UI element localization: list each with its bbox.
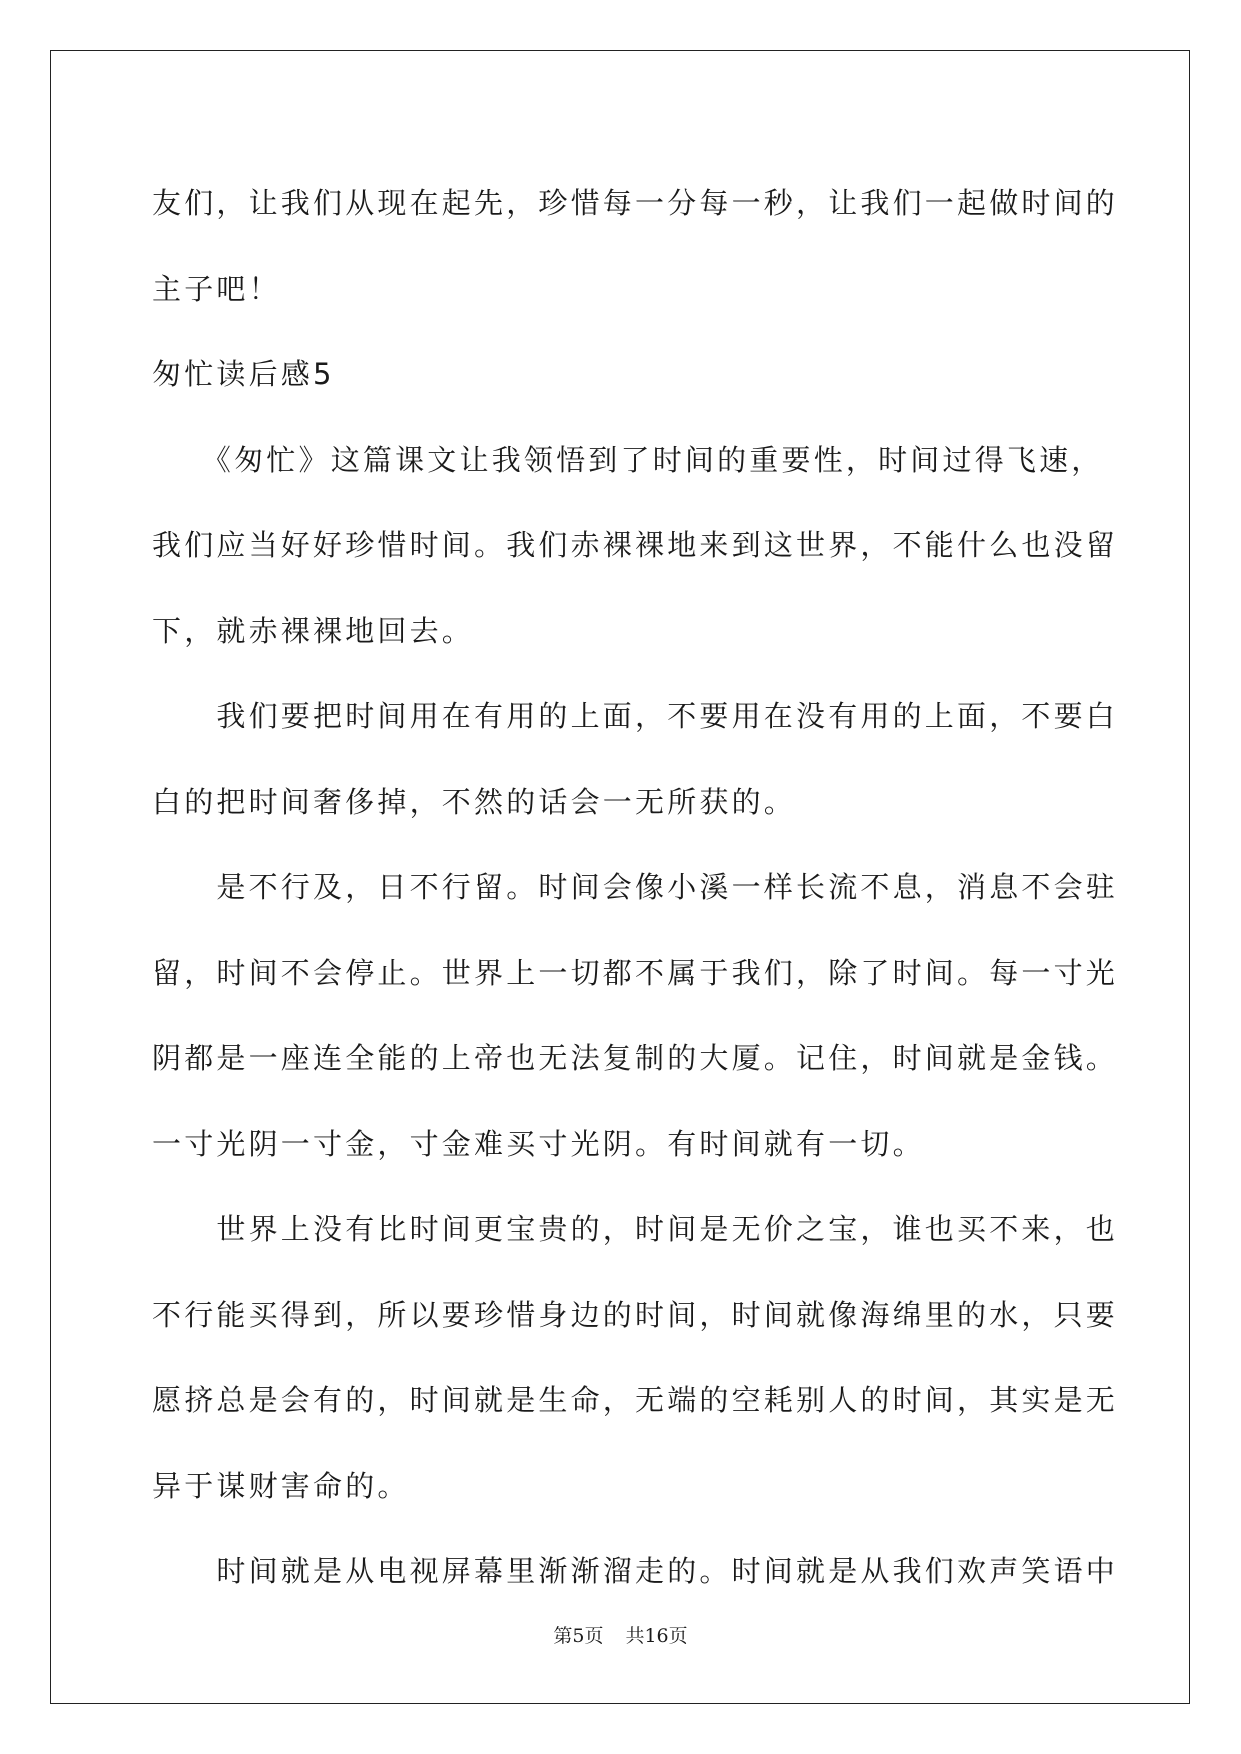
page-footer	[0, 1621, 1241, 1648]
text-line: 愿挤总是会有的，时间就是生命，无端的空耗别人的时间，其实是无	[152, 1383, 1119, 1417]
text-line: 下，就赤裸裸地回去。	[152, 613, 475, 648]
text-line: 是不行及，日不行留。时间会像小溪一样长流不息，消息不会驻	[152, 870, 1119, 904]
text-line: 世界上没有比时间更宝贵的，时间是无价之宝，谁也买不来，也	[152, 1212, 1119, 1246]
text-line: 《匆忙》这篇课文让我领悟到了时间的重要性，时间过得飞速，	[152, 442, 1104, 477]
text-line: 一寸光阴一寸金，寸金难买寸光阴。有时间就有一切。	[152, 1126, 925, 1161]
text-line: 我们应当好好珍惜时间。我们赤裸裸地来到这世界，不能什么也没留	[152, 528, 1119, 562]
text-line: 我们要把时间用在有用的上面，不要用在没有用的上面，不要白	[152, 699, 1119, 733]
text-line: 不行能买得到，所以要珍惜身边的时间，时间就像海绵里的水，只要	[152, 1297, 1119, 1332]
text-line: 白的把时间奢侈掉，不然的话会一无所获的。	[152, 784, 797, 819]
text-line: 留，时间不会停止。世界上一切都不属于我们，除了时间。每一寸光	[152, 955, 1119, 990]
section-heading: 匆忙读后感5	[152, 357, 335, 391]
text-line: 异于谋财害命的。	[152, 1468, 410, 1503]
text-line: 时间就是从电视屏幕里渐渐溜走的。时间就是从我们欢声笑语中	[152, 1554, 1119, 1588]
page-number: 第5页	[553, 1625, 604, 1647]
document-body	[152, 161, 1119, 1615]
text-line: 友们，让我们从现在起先，珍惜每一分每一秒，让我们一起做时间的	[152, 186, 1119, 220]
text-line: 主子吧！	[152, 271, 281, 306]
page-total: 共16页	[625, 1625, 688, 1647]
text-line: 阴都是一座连全能的上帝也无法复制的大厦。记住，时间就是金钱。	[152, 1041, 1119, 1075]
